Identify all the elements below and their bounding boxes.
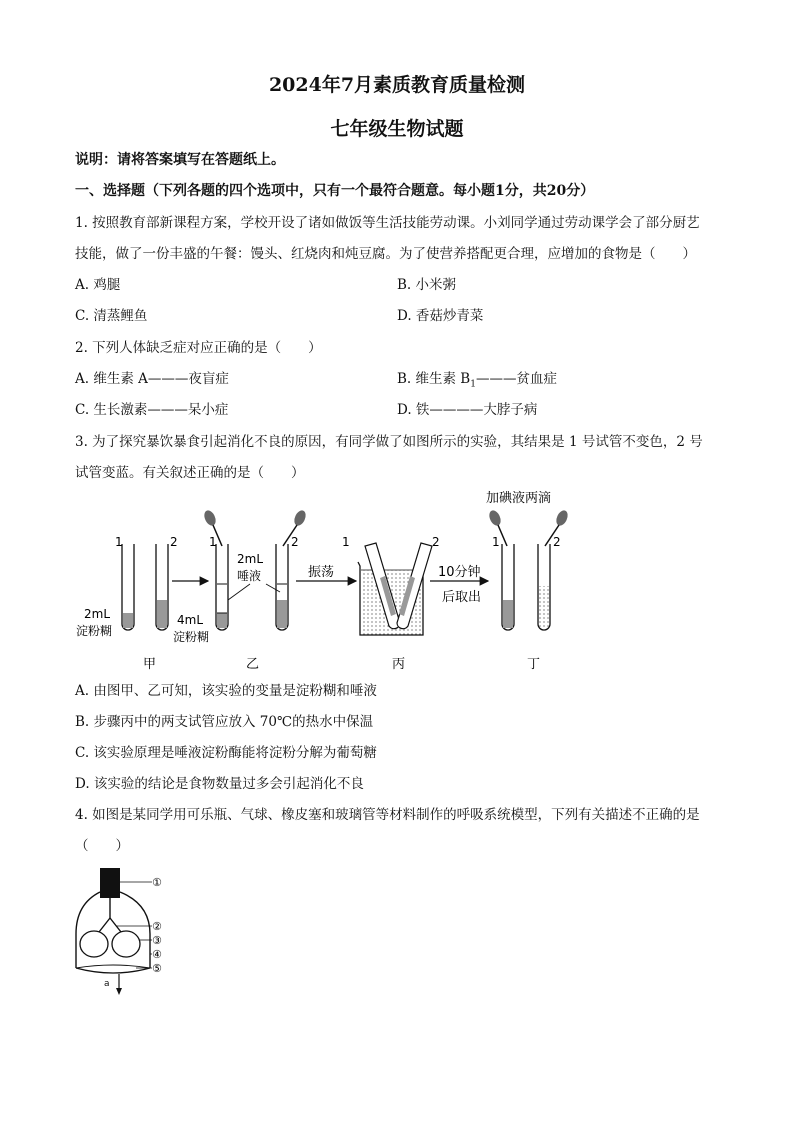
- balloon-left: [80, 931, 108, 957]
- q2-option-b-subscript: 1: [470, 379, 476, 390]
- svg-text:a: a: [104, 979, 110, 989]
- yi-label-1: 1: [209, 535, 217, 549]
- q2-option-a: A. 维生素 A———夜盲症: [75, 371, 229, 387]
- tube-ding-1: [502, 544, 514, 630]
- pull-arrow: [116, 988, 122, 995]
- q2-option-c: C. 生长激素———呆小症: [75, 402, 229, 418]
- paste-2ml-label: 2mL: [84, 607, 111, 621]
- jia-label-2: 2: [170, 535, 178, 549]
- q1-option-b: B. 小米粥: [397, 277, 457, 293]
- yi-label-2: 2: [291, 535, 299, 549]
- model-label-1: ①: [152, 876, 162, 889]
- model-label-5: ⑤: [152, 962, 162, 975]
- q1-option-a: A. 鸡腿: [75, 277, 121, 293]
- tube-yi-2: [276, 544, 288, 630]
- jia-label-1: 1: [115, 535, 123, 549]
- model-label-3: ③: [152, 934, 162, 947]
- rubber-membrane: [76, 968, 150, 973]
- q4-respiratory-model-figure: [66, 862, 176, 1002]
- q4-stem-line2: （ ）: [75, 838, 129, 854]
- instruction-note: 说明：请将答案填写在答题纸上。: [75, 152, 285, 168]
- glass-tube: [99, 918, 121, 932]
- tube-ding-2: [538, 544, 550, 630]
- saliva-label-2: 唾液: [237, 569, 262, 583]
- q3-experiment-figure: [70, 488, 590, 673]
- q3-option-a: A. 由图甲、乙可知，该实验的变量是淀粉糊和唾液: [75, 683, 377, 699]
- saliva-label: 2mL: [237, 552, 264, 566]
- bottle-outline: [76, 892, 150, 968]
- paste-4ml-label-2: 淀粉糊: [173, 630, 210, 644]
- q2-option-b-prefix: B. 维生素 B: [397, 371, 471, 387]
- section-heading: 一、选择题（下列各题的四个选项中，只有一个最符合题意。每小题1分，共20分）: [75, 183, 595, 199]
- step-ding: 丁: [527, 657, 541, 672]
- paste-2ml-label-2: 淀粉糊: [76, 624, 113, 638]
- rubber-stopper: [100, 868, 120, 898]
- q3-option-d: D. 该实验的结论是食物数量过多会引起消化不良: [75, 776, 364, 792]
- q1-stem-line2: 技能，做了一份丰盛的午餐：馒头、红烧肉和炖豆腐。为了使营养搭配更合理，应增加的食物是（ ）: [75, 246, 696, 262]
- ding-label-1: 1: [492, 535, 500, 549]
- bing-label-2: 2: [432, 535, 440, 549]
- q3-option-b: B. 步骤丙中的两支试管应放入 70℃的热水中保温: [75, 714, 374, 730]
- remove-label: 后取出: [442, 590, 482, 605]
- tube-yi-1: [216, 544, 228, 630]
- q2-stem: 2. 下列人体缺乏症对应正确的是（ ）: [75, 340, 322, 356]
- q2-option-d: D. 铁————大脖子病: [397, 402, 538, 418]
- q1-stem-line1: 1. 按照教育部新课程方案，学校开设了诸如做饭等生活技能劳动课。小刘同学通过劳动课学会了部分厨艺: [75, 215, 700, 231]
- iodine-label: 加碘液两滴: [486, 491, 552, 506]
- shake-label: 振荡: [308, 565, 335, 580]
- time-label: 10分钟: [438, 565, 481, 580]
- q1-option-d: D. 香菇炒青菜: [397, 308, 484, 324]
- step-yi: 乙: [246, 657, 260, 672]
- paste-4ml-label: 4mL: [177, 613, 204, 627]
- step-jia: 甲: [143, 657, 157, 672]
- model-label-2: ②: [152, 920, 162, 933]
- q3-option-c: C. 该实验原理是唾液淀粉酶能将淀粉分解为葡萄糖: [75, 745, 377, 761]
- exam-title: 2024年7月素质教育质量检测: [268, 74, 526, 96]
- q3-stem-line1: 3. 为了探究暴饮暴食引起消化不良的原因，有同学做了如图所示的实验，其结果是 1 号试管不变色，2 号: [75, 434, 703, 450]
- q2-option-b: [397, 370, 557, 394]
- bing-label-1: 1: [342, 535, 350, 549]
- step-bing: 丙: [392, 657, 406, 672]
- ding-label-2: 2: [553, 535, 561, 549]
- model-label-4: ④: [152, 948, 162, 961]
- tube-jia-1: [122, 544, 134, 630]
- q4-stem-line1: 4. 如图是某同学用可乐瓶、气球、橡皮塞和玻璃管等材料制作的呼吸系统模型，下列有关描述不正确的是: [75, 807, 700, 823]
- balloon-right: [112, 931, 140, 957]
- q3-stem-line2: 试管变蓝。有关叙述正确的是（ ）: [75, 465, 305, 481]
- q1-option-c: C. 清蒸鲤鱼: [75, 308, 148, 324]
- tube-jia-2: [156, 544, 168, 630]
- q2-option-b-suffix: ———贫血症: [475, 371, 557, 387]
- exam-subtitle: 七年级生物试题: [330, 118, 464, 140]
- beaker-bing: [358, 543, 432, 635]
